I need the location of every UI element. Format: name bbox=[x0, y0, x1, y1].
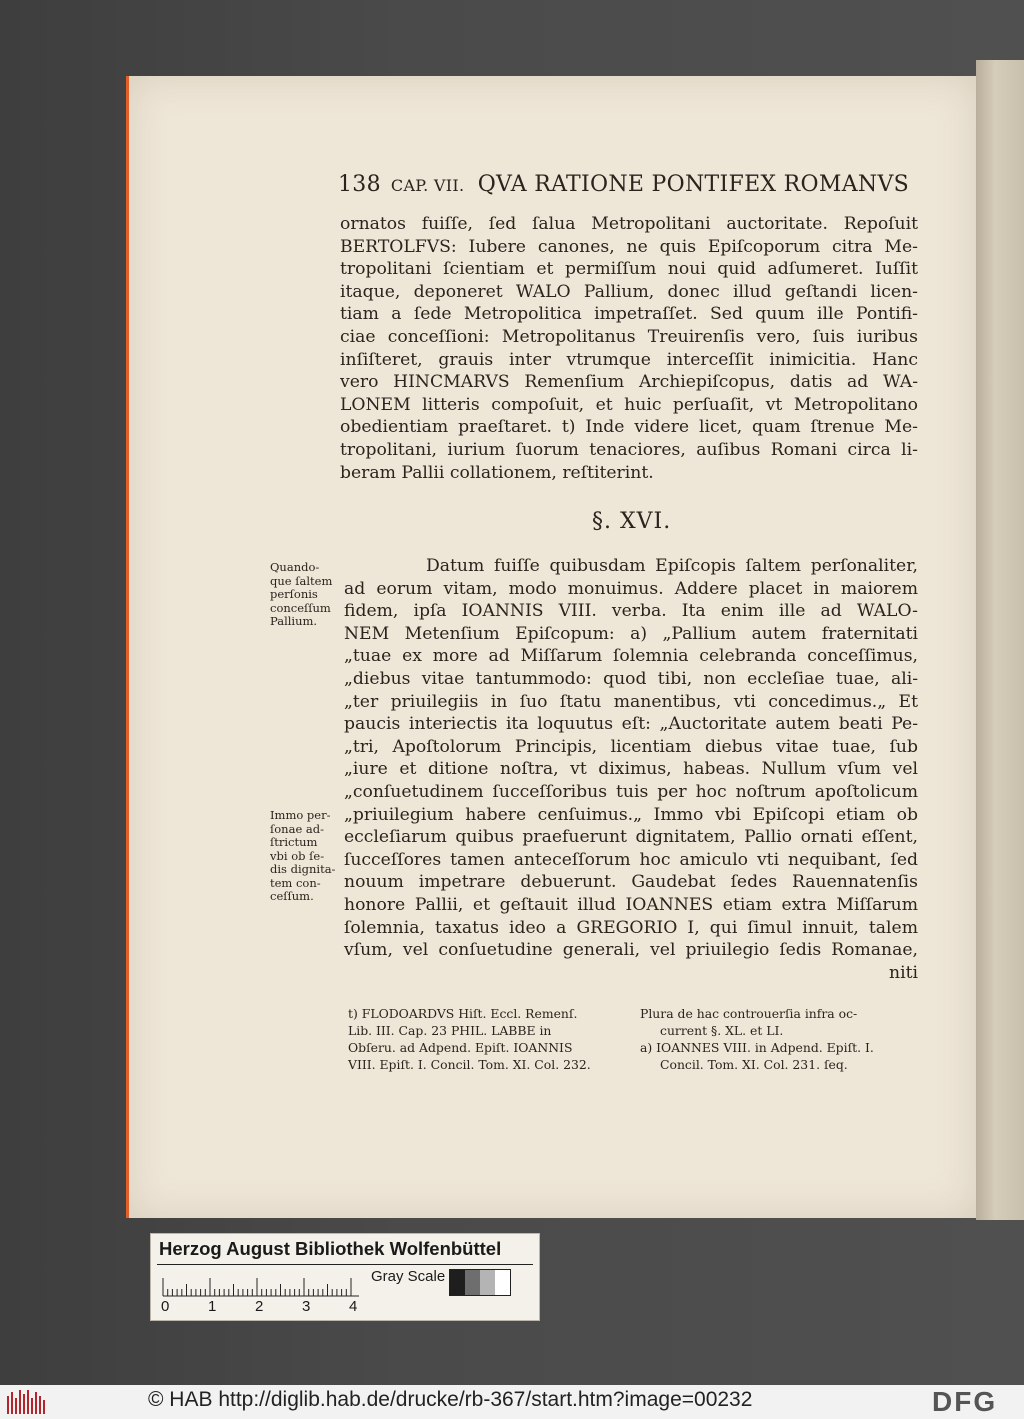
text-line: eccleſiarum quibus praefuerunt dignitatem, Pallio ornati eſſent, bbox=[344, 827, 918, 848]
text-line: ciae conceſſioni: Metropolitanus Treuirenſis vero, ſuis iuribus bbox=[340, 326, 918, 347]
text-line: ſucceſſores tamen anteceſſorum hoc amiculo vti nequibant, ſed bbox=[344, 849, 918, 870]
margin-note-line: que ſaltem bbox=[270, 573, 333, 588]
dfg-logo: DFG bbox=[932, 1386, 998, 1417]
text-line: ad eorum vitam, modo monuimus. Addere placet in maiorem bbox=[344, 578, 918, 599]
page-number: 138 bbox=[338, 172, 381, 197]
footnote-line: t) FLODOARDVS Hiſt. Eccl. Remenſ. bbox=[348, 1006, 578, 1021]
text-line: inſiſteret, grauis inter vtrumque interceſſit inimicitia. Hanc bbox=[340, 349, 918, 370]
text-line: tropolitani, iurium ſuorum tenaciores, auſibus Romani circa li- bbox=[340, 439, 918, 460]
margin-note-line: Immo per- bbox=[270, 808, 331, 822]
library-name: Herzog August Bibliothek Wolfenbüttel bbox=[159, 1238, 502, 1259]
running-head bbox=[338, 172, 910, 197]
footnote-line: current §. XL. et LI. bbox=[660, 1023, 784, 1038]
text-line: BERTOLFVS: Iubere canones, ne quis Epiſcoporum citra Me- bbox=[340, 236, 918, 257]
text-line: tiam a ſede Metropolitica impetraſſet. Sed quum ille Pontifi- bbox=[340, 304, 918, 325]
footnote-line: VIII. Epiſt. I. Concil. Tom. XI. Col. 232. bbox=[348, 1057, 591, 1072]
margin-note-line: vbi ob ſe- bbox=[270, 848, 325, 863]
ruler-scale-icon bbox=[161, 1270, 361, 1298]
text-line: LONEM litteris compoſuit, et huic perſuaſit, vt Metropolitano bbox=[340, 394, 918, 415]
ruler-number: 4 bbox=[349, 1298, 358, 1315]
text-line: „conſuetudinem ſucceſſoribus tuis per hoc noſtrum apoſtolicum bbox=[344, 781, 918, 802]
text-line: „tri, Apoſtolorum Principis, licentiam diebus vitae tuae, ſub bbox=[344, 736, 918, 757]
footnote-line: Obſeru. ad Adpend. Epiſt. IOANNIS bbox=[348, 1040, 573, 1055]
margin-note-line: dis dignita- bbox=[270, 862, 336, 876]
gray-swatch bbox=[450, 1270, 465, 1295]
text-line: NEM Metenſium Epiſcopum: a) „Pallium autem fraternitati bbox=[344, 623, 918, 644]
footnote-line: Lib. III. Cap. 23 PHIL. LABBE in bbox=[348, 1023, 552, 1038]
text-line: paucis interiectis ita loquutus eſt: „Auctoritate autem beati Pe- bbox=[344, 714, 918, 735]
body-text-top bbox=[340, 213, 918, 484]
margin-note-line: conceſſum bbox=[270, 600, 331, 615]
library-color-card bbox=[150, 1233, 540, 1321]
adjacent-page-edge bbox=[976, 60, 1024, 1220]
running-title: QVA RATIONE PONTIFEX ROMANVS bbox=[477, 172, 910, 197]
text-line: vero HINCMARVS Remenſium Archiepiſcopus, datis ad WA- bbox=[340, 372, 918, 393]
text-line: honore Pallii, et geſtauit illud IOANNES etiam extra Miſſarum bbox=[344, 894, 918, 915]
text-line: beram Pallii collationem, reſtiterint. bbox=[340, 462, 654, 483]
margin-note-line: Quando- bbox=[270, 560, 320, 574]
catchword: niti bbox=[889, 962, 918, 983]
gray-swatch bbox=[465, 1270, 480, 1295]
text-line: fidem, ipſa IOANNIS VIII. verba. Ita enim ille ad WALO- bbox=[344, 601, 918, 622]
footnote-line: Concil. Tom. XI. Col. 231. ſeq. bbox=[660, 1057, 848, 1072]
footnote-line: Plura de hac controuerſia infra oc- bbox=[640, 1006, 858, 1021]
margin-note-line: Pallium. bbox=[270, 614, 318, 628]
text-line: tropolitani ſcientiam et permiſſum noui quid adſumeret. Iuſſit bbox=[340, 259, 918, 280]
margin-note-line: perſonis bbox=[270, 587, 318, 601]
text-line: „priuilegium habere cenſuimus.„ Immo vbi Epiſcopi etiam ob bbox=[344, 804, 918, 825]
text-line: „iure et ditione noſtra, vt diximus, habeas. Nullum vſum vel bbox=[344, 759, 918, 780]
margin-note-line: ſonae ad- bbox=[270, 821, 325, 836]
gray-swatch bbox=[495, 1270, 510, 1295]
ruler-number: 3 bbox=[302, 1298, 311, 1315]
footnotes-right bbox=[640, 1005, 922, 1073]
margin-note-second bbox=[270, 809, 346, 904]
margin-note-line: ceſſum. bbox=[270, 889, 314, 903]
card-divider bbox=[157, 1264, 533, 1265]
chapter-label: CAP. VII. bbox=[390, 176, 465, 195]
text-line: vſum, vel conſuetudine generali, vel priuilegio ſedis Romanae, bbox=[344, 940, 918, 961]
copyright-url[interactable]: © HAB http://diglib.hab.de/drucke/rb-367/start.htm?image=00232 bbox=[148, 1388, 753, 1411]
gray-scale-swatches bbox=[449, 1269, 511, 1296]
ruler-number: 2 bbox=[255, 1298, 264, 1315]
text-line: ornatos fuiſſe, ſed ſalua Metropolitani auctoritate. Repoſuit bbox=[340, 214, 918, 234]
margin-note-line: tem con- bbox=[270, 875, 321, 890]
footnote-line: a) IOANNES VIII. in Adpend. Epiſt. I. bbox=[640, 1040, 874, 1055]
ruler-number: 0 bbox=[161, 1298, 170, 1315]
text-line: ſolemnia, taxatus ideo a GREGORIO I, qui ſimul innuit, talem bbox=[344, 917, 918, 938]
margin-note-first bbox=[270, 561, 346, 629]
hab-logo-icon bbox=[6, 1388, 46, 1416]
text-line: „diebus vitae tantummodo: quod tibi, non eccleſiae tuae, ali- bbox=[344, 668, 918, 689]
footnotes-left bbox=[348, 1005, 630, 1073]
text-line: „ter priuilegiis in ſuo ſtatu manentibus, vti concedimus.„ Et bbox=[344, 691, 918, 712]
ruler-number: 1 bbox=[208, 1298, 217, 1315]
margin-note-line: ſtrictum bbox=[270, 835, 318, 849]
gray-swatch bbox=[480, 1270, 495, 1295]
text-line: nouum impetrare debuerunt. Gaudebat ſedes Rauennatenſis bbox=[344, 872, 918, 893]
gray-scale-label: Gray Scale bbox=[371, 1268, 446, 1285]
text-line: obedientiam praeſtaret. t) Inde videre licet, quam ſtrenue Me- bbox=[340, 417, 918, 438]
text-line: itaque, deponeret WALO Pallium, donec illud geſtandi licen- bbox=[340, 281, 918, 302]
section-heading: §. XVI. bbox=[592, 509, 672, 534]
body-text-main bbox=[344, 555, 918, 984]
text-line: Datum fuiſſe quibusdam Epiſcopis ſaltem perſonaliter, bbox=[426, 556, 918, 576]
text-line: „tuae ex more ad Miſſarum ſolemnia celebranda conceſſimus, bbox=[344, 646, 918, 667]
